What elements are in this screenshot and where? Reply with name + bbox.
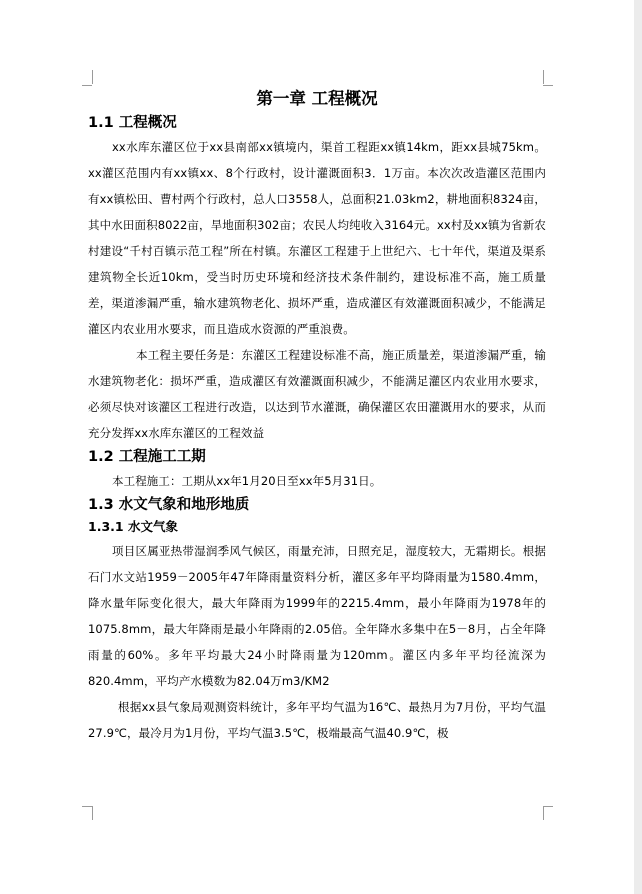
section-heading-1-2: 1.2 工程施工工期 (88, 449, 206, 465)
vertical-scrollbar[interactable] (634, 0, 642, 894)
paragraph-construction-period: 本工程施工：工期从xx年1月20日至xx年5月31日。 (112, 474, 382, 488)
paragraph-hydrology: 项目区属亚热带湿润季风气候区，雨量充沛，日照充足，湿度较大，无霜期长。根据石门水文站1959－2005年47年降雨量资料分析，灌区多年平均降雨量为1580.4mm，降水量年际变化很大，最大年降雨为1999年的2215.4mm，最小年降雨为1978年的1075.8mm，最大年降雨是最小年降雨的2.05倍。全年降水多集中在5－8月，占全年降雨量的60%。多年平均最大24小时降雨量为120mm。灌区内多年平均径流深为820.4mm，平均产水模数为82.04万m3/KM2 (88, 544, 546, 688)
section-heading-1-1: 1.1 工程概况 (88, 115, 177, 131)
paragraph-project-overview: xx水库东灌区位于xx县南部xx镇境内，渠首工程距xx镇14km，距xx县城75km。xx灌区范围内有xx镇xx、8个行政村，设计灌溉面积3．1万亩。本次次改造灌区范围内有xx镇松田、曹村两个行政村，总人口3558人，总面积21.03km2，耕地面积8324亩，其中水田面积8022亩，旱地面积302亩；农民人均纯收入3164元。xx村及xx镇为省新农村建设“千村百镇示范工程”所在村镇。东灌区工程建于上世纪六、七十年代，渠道及渠系建筑物全长近10km，受当时历史环境和经济技术条件制约，建设标准不高，施工质量差，渠道渗漏严重，输水建筑物老化、损坏严重，造成灌区有效灌溉面积减少，不能满足灌区内农业用水要求，而且造成水资源的严重浪费。 (88, 140, 546, 336)
section-heading-1-3: 1.3 水文气象和地形地质 (88, 497, 250, 513)
paragraph-main-tasks: 本工程主要任务是：东灌区工程建设标准不高，施正质量差，渠道渗漏严重，输水建筑物老化：损坏严重，造成灌区有效灌溉面积减少，不能满足灌区内农业用水要求，必须尽快对该灌区工程进行改造，以达到节水灌溉，确保灌区农田灌溉用水的要求，从而充分发挥xx水库东灌区的工程效益 (88, 348, 546, 440)
subsection-heading-1-3-1: 1.3.1 水文气象 (88, 519, 178, 534)
paragraph-climate: 根据xx县气象局观测资料统计，多年平均气温为16℃、最热月为7月份，平均气温27.9℃，最冷月为1月份，平均气温3.5℃，极端最高气温40.9℃，极 (88, 700, 546, 740)
chapter-title: 第一章 工程概况 (256, 89, 378, 108)
document-body[interactable] (88, 88, 546, 746)
